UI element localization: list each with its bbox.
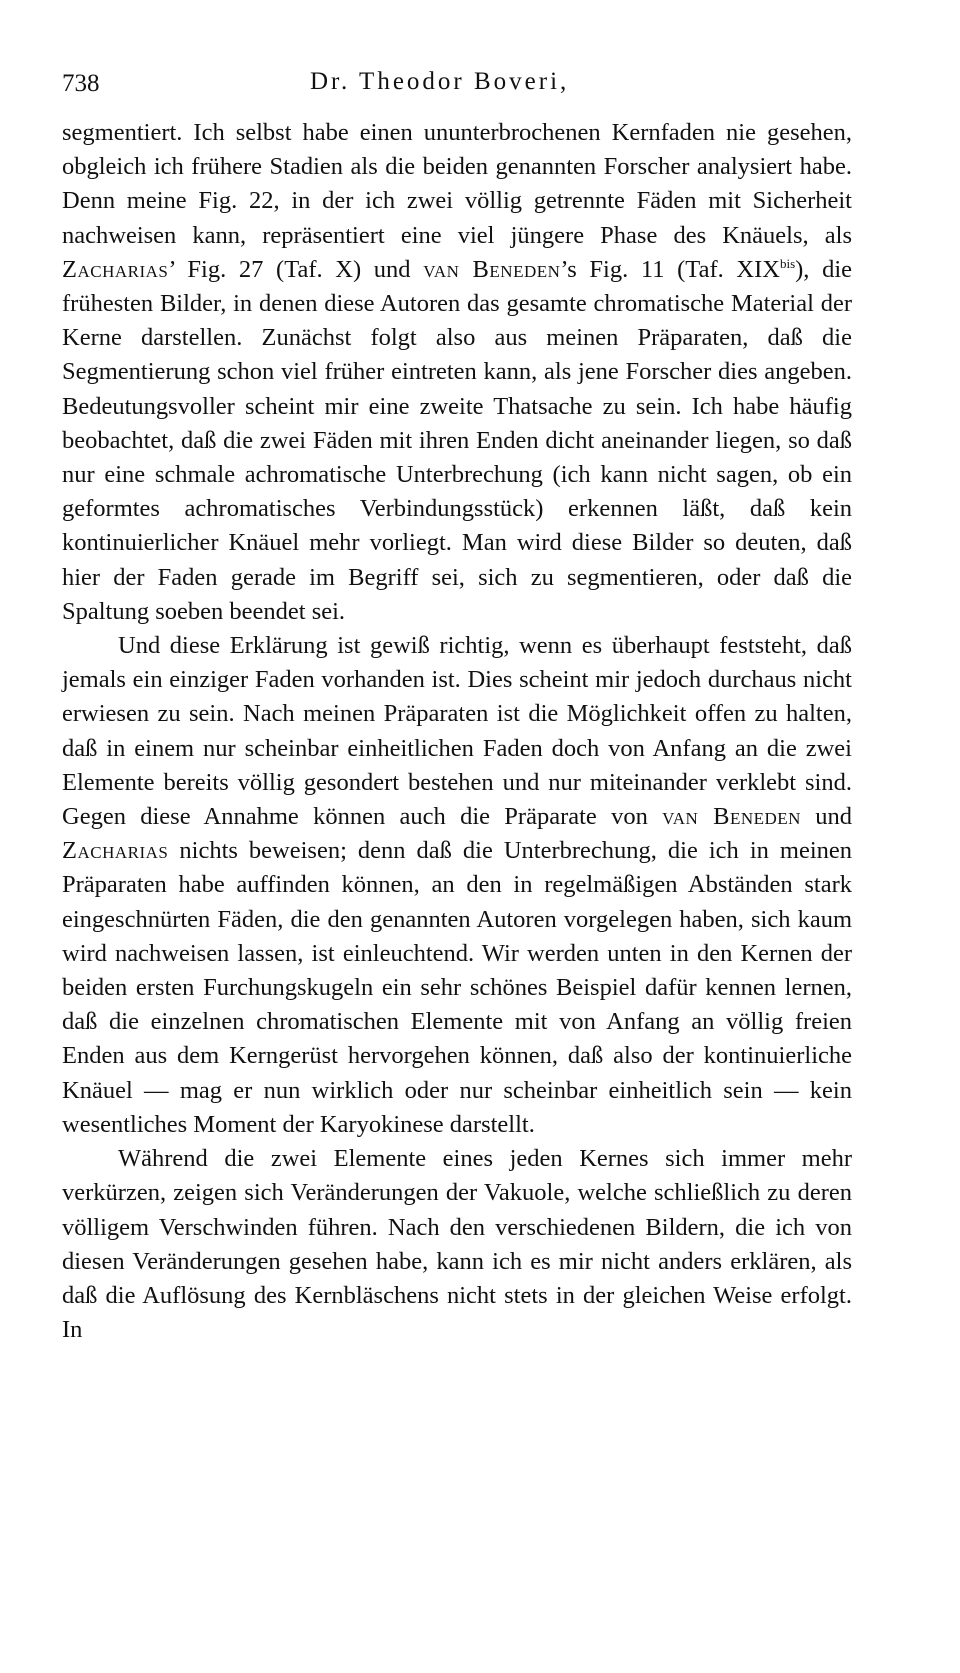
author-name-van-beneden: van Beneden xyxy=(423,255,561,283)
body-text xyxy=(62,116,852,1347)
text-segment: Und diese Erklärung ist gewiß richtig, wenn es überhaupt feststeht, daß jemals ein einziger Faden vorhanden ist. Dies scheint mir jedoch durchaus nicht erwiesen zu sein. Nach meinen Präparaten ist die Möglichkeit offen zu halten, daß in einem nur scheinbar einheitlichen Faden doch von Anfang an die zwei Elemente bereits völlig gesondert bestehen und nur miteinander verklebt sind. Gegen diese Annahme können auch die Präparate von xyxy=(62,632,852,831)
page-number: 738 xyxy=(62,70,100,97)
text-segment: segmentiert. Ich selbst habe einen ununterbrochenen Kernfaden nie gesehen, obgleich ich frühere Stadien als die beiden genannten Forscher analysiert habe. Denn meine Fig. 22, in der ich zwei völlig getrennte Fäden mit Sicherheit nachweisen kann, repräsentiert eine viel jüngere Phase des Knäuels, als xyxy=(62,119,852,249)
text-segment: nichts beweisen; denn daß die Unterbrechung, die ich in meinen Präparaten habe auffinden können, an den in regelmäßigen Abständen stark eingeschnürten Fäden, die den genannten Autoren vorgelegen haben, sich kaum wird nachweisen lassen, ist einleuchtend. Wir werden unten in den Kernen der beiden ersten Furchungskugeln ein sehr schönes Beispiel dafür kennen lernen, daß die einzelnen chromatischen Elemente mit von Anfang an völlig freien Enden aus dem Kerngerüst hervorgehen können, daß also der kontinuierliche Knäuel — mag er nun wirklich oder nur scheinbar einheitlich sein — kein wesentliches Moment der Karyokinese darstellt. xyxy=(62,837,852,1138)
text-segment: und xyxy=(800,803,853,831)
paragraph-3 xyxy=(62,1142,852,1347)
text-segment: ’ Fig. 27 (Taf. X) und xyxy=(168,255,424,283)
text-segment: ’s Fig. 11 (Taf. XIX xyxy=(560,255,780,283)
running-head: Dr. Theodor Boveri, xyxy=(310,68,570,95)
text-segment: Während die zwei Elemente eines jeden Kernes sich immer mehr verkürzen, zeigen sich Veränderungen der Vakuole, welche schließlich zu deren völligem Verschwinden führen. Nach den verschiedenen Bildern, die ich von diesen Veränderungen gesehen habe, kann ich es mir nicht anders erklären, als daß die Auflösung des Kernbläschens nicht stets in der gleichen Weise erfolgt. In xyxy=(62,1145,852,1344)
page-header xyxy=(62,60,852,104)
author-name-zacharias: Zacharias xyxy=(62,837,169,865)
document-page xyxy=(62,60,852,1347)
superscript-bis: bis xyxy=(779,255,796,271)
paragraph-2 xyxy=(62,629,852,1142)
author-name-zacharias: Zacharias xyxy=(62,255,169,283)
author-name-van-beneden: van Beneden xyxy=(662,803,801,831)
text-segment: ), die frühesten Bilder, in denen diese Autoren das gesamte chromatische Material der Kerne darstellen. Zunächst folgt also aus meinen Präparaten, daß die Segmentierung schon viel früher eintreten kann, als jene Forscher dies angeben. Bedeutungsvoller scheint mir eine zweite Thatsache zu sein. Ich habe häufig beobachtet, daß die zwei Fäden mit ihren Enden dicht aneinander liegen, so daß nur eine schmale achromatische Unterbrechung (ich kann nicht sagen, ob ein geformtes achromatisches Verbindungsstück) erkennen läßt, daß kein kontinuierlicher Knäuel mehr vorliegt. Man wird diese Bilder so deuten, daß hier der Faden gerade im Begriff sei, sich zu segmentieren, oder daß die Spaltung soeben beendet sei. xyxy=(62,255,853,625)
paragraph-1 xyxy=(62,116,852,629)
